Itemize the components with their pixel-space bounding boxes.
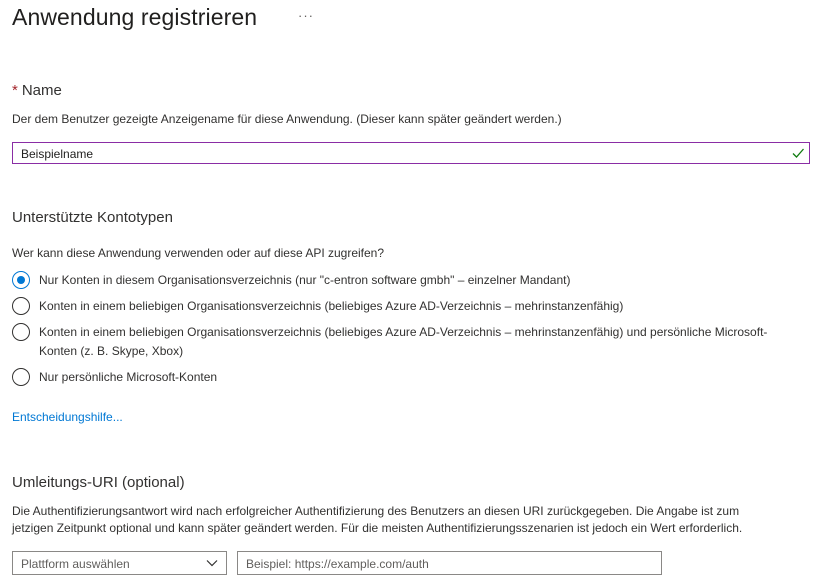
required-marker: * xyxy=(12,82,18,99)
page-title: Anwendung registrieren xyxy=(12,4,258,30)
account-type-option[interactable] xyxy=(12,297,802,316)
account-type-option-label: Konten in einem beliebigen Organisationsverzeichnis (beliebiges Azure AD-Verzeichnis – mehrinstanzenfähig) xyxy=(39,299,624,313)
account-type-option-label: Nur persönliche Microsoft-Konten xyxy=(39,370,218,384)
radio-button[interactable] xyxy=(12,368,30,386)
decision-help-link[interactable]: Entscheidungshilfe... xyxy=(12,410,123,424)
name-input-value[interactable]: Beispielname xyxy=(21,147,94,161)
redirect-uri-description-line2: jetzigen Zeitpunkt optional und kann später geändert werden. Für die meisten Authentifizierungsszenarien ist jedoch ein Wert erforderlich. xyxy=(12,521,743,535)
redirect-uri-heading: Umleitungs-URI (optional) xyxy=(12,474,185,491)
redirect-uri-input[interactable] xyxy=(237,551,662,575)
account-type-option[interactable] xyxy=(12,271,802,290)
account-type-option[interactable] xyxy=(12,368,802,387)
name-label: Name xyxy=(21,82,62,99)
redirect-uri-placeholder: Beispiel: https://example.com/auth xyxy=(246,557,429,571)
account-types-heading: Unterstützte Kontotypen xyxy=(12,209,173,226)
radio-button-selected[interactable] xyxy=(12,271,30,289)
radio-button[interactable] xyxy=(12,297,30,315)
radio-button[interactable] xyxy=(12,323,30,341)
name-heading xyxy=(12,82,62,99)
more-options-button[interactable]: ··· xyxy=(298,8,314,23)
account-type-option-label: Konten in einem beliebigen Organisationsverzeichnis (beliebiges Azure AD-Verzeichnis – mehrinstanzenfähig) und persönliche Microsoft-Konten (z. B. Skype, Xbox) xyxy=(39,325,768,358)
account-type-option[interactable] xyxy=(12,323,802,360)
name-description: Der dem Benutzer gezeigte Anzeigename für diese Anwendung. (Dieser kann später geändert werden.) xyxy=(12,112,562,126)
checkmark-icon xyxy=(791,146,805,160)
platform-select[interactable] xyxy=(12,551,227,575)
account-types-question: Wer kann diese Anwendung verwenden oder auf diese API zugreifen? xyxy=(12,246,385,260)
platform-select-placeholder: Plattform auswählen xyxy=(21,557,130,571)
account-type-option-label: Nur Konten in diesem Organisationsverzeichnis (nur "c-entron software gmbh" – einzelner Mandant) xyxy=(39,273,571,287)
name-input[interactable] xyxy=(12,142,810,164)
redirect-uri-description-line1: Die Authentifizierungsantwort wird nach erfolgreicher Authentifizierung des Benutzers an diesen URI zurückgegeben. Die Angabe ist zum xyxy=(12,504,740,518)
chevron-down-icon xyxy=(206,559,218,567)
